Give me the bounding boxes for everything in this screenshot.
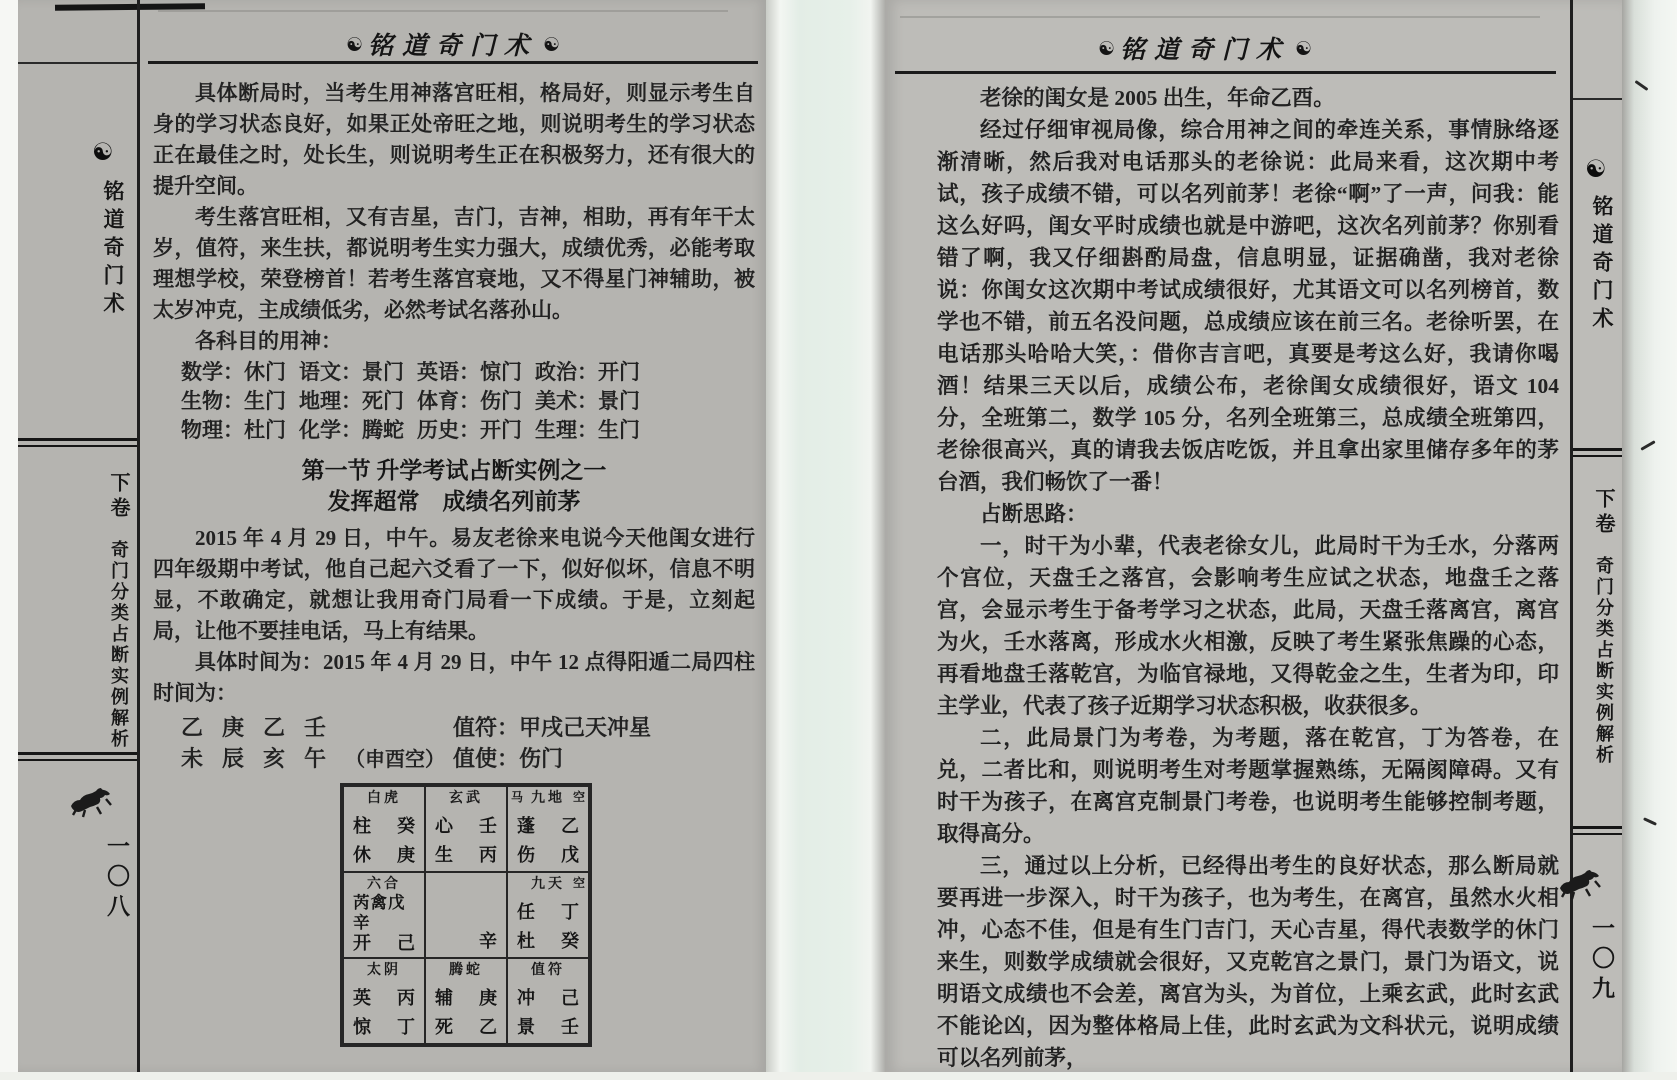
god-row [435,963,497,979]
star-row-char: 心 [435,816,453,836]
paragraph: 具体断局时，当考生用神落宫旺相，格局好，则显示考生自身的学习状态良好，如果正处帝旺之地，则说明考生的学习状态正在最佳之时，处长生，则说明考生正在积极努力，还有很大的提升空间。 [153,81,755,198]
door-row-char: 杜 [517,931,535,951]
star-row-char: 壬 [479,816,497,836]
zhishi-label: 值使：伤门 [453,746,564,771]
spine-divider [1573,448,1622,457]
spine-divider [18,438,137,447]
yinyang-icon: ☯ [1585,155,1607,183]
subject-usegod-table [153,358,755,445]
right-page-main [885,0,1570,1072]
star-row-char: 丁 [561,902,579,922]
paragraph: 2015 年 4 月 29 日，中午。易友老徐来电说今天他闺女进行四年级期中考试，他自己起六爻看了一下，似好似坏，信息不明显，不敢确定，就想让我用奇门局看一下成绩。于是，立刻起局，让他不要挂电话，马上有结果。 [153,526,755,643]
god-row [353,791,415,807]
spine-rule [18,62,137,64]
yinyang-icon: ☯ [543,34,561,56]
qimen-chart-grid [340,783,592,1047]
void-note: （申酉空） [345,749,446,771]
door-row-char: 乙 [479,1017,497,1037]
god-label: 太阴 [367,963,401,978]
star-row-char: 丙 [397,988,415,1008]
use-gods-label: 各科目的用神： [195,329,342,353]
spine-volume-subtitle: 奇门分类占断实例解析 [1594,556,1614,766]
earthly-branch: 亥 [263,746,286,771]
qimen-cell [343,872,425,958]
horse-icon [68,786,114,823]
star-row [435,816,497,836]
subject-usegod-pair: 数学：休门 [181,360,286,384]
star-row-char: 任 [517,902,535,922]
god-label: 白虎 [367,791,401,806]
star-row [517,816,579,836]
door-row [435,845,497,865]
heavenly-stem: 壬 [304,715,327,740]
section-title: 第一节 升学考试占断实例之一 [301,458,607,483]
qimen-cell [343,786,425,872]
subject-usegod-pair: 英语：惊门 [417,360,522,384]
spine-title: 铭道奇门术 [101,180,125,320]
qimen-cell [343,958,425,1044]
god-label: 玄武 [449,791,483,806]
god-label: 六合 [367,877,401,892]
spine-title: 铭道奇门术 [1590,195,1614,335]
star-row [353,988,415,1008]
branches-group [181,746,345,771]
paragraph: 占断思路： [980,502,1088,526]
subject-usegod-pair: 物理：杜门 [181,418,286,442]
door-row-char: 丁 [397,1017,415,1037]
subject-usegod-pair: 化学：腾蛇 [299,418,404,442]
star-row [435,988,497,1008]
qimen-cell [425,786,507,872]
stems-group [181,715,345,740]
door-row [353,933,415,953]
subject-row [181,416,755,445]
qimen-cell [507,786,589,872]
header-rule [148,61,758,64]
spine-divider [1573,826,1622,835]
subject-row [181,387,755,416]
god-row [511,790,585,807]
god-label: 值符 [531,963,565,978]
door-row-char: 壬 [561,1017,579,1037]
header-rule [895,71,1556,74]
running-header [905,30,1505,66]
paragraph: 考生落宫旺相，又有吉星，吉门，吉神，相助，再有年干太岁，值符，来生扶，都说明考生实力强大，成绩优秀，必能考取理想学校，荣登榜首！若考生落宫衰地，又不得星门神辅助，被太岁冲克，主成绩低劣，必然考试名落孙山。 [153,205,755,322]
star-row-char: 乙 [561,816,579,836]
subject-row [181,358,755,387]
subject-usegod-pair: 历史：开门 [417,418,522,442]
heavenly-stem: 庚 [222,715,245,740]
qimen-cell [425,958,507,1044]
running-header-title: 铭道奇门术 [1119,37,1290,64]
right-page-content [937,82,1559,1074]
star-row [517,988,579,1008]
earthly-branch: 午 [304,746,327,771]
subject-usegod-pair: 美术：景门 [535,389,640,413]
pillar-stems-row [181,712,755,743]
page-number: 一〇九 [1589,916,1614,1006]
void-marker: 空 [572,876,585,890]
spine-volume: 下卷 [1592,488,1614,538]
star-row [517,902,579,922]
door-row-char: 惊 [353,1017,371,1037]
left-page-main [140,0,766,1072]
subject-usegod-pair: 政治：开门 [535,360,640,384]
door-row-char: 戊 [561,845,579,865]
left-spine-sidebar [18,0,140,1072]
page-gutter [766,0,885,1080]
right-edge-strip [1622,0,1677,1080]
four-pillars [153,712,755,774]
door-row-char: 生 [435,845,453,865]
door-row-char: 开 [353,933,371,953]
god-row [353,877,415,893]
paragraph: 三，通过以上分析，已经得出考生的良好状态，那么断局就要再进一步深入，时干为孩子，也为考生，在离宫，虽然水火相冲，心态不佳，但是有生门吉门，天心吉星，得代表数学的休门来生，则数学成绩就会很好，又克乾宫之景门，景门为语文，说明语文成绩也不会差，离宫为头，为首位，上乘玄武，此时玄武不能论凶，因为整体格局上佳，此时玄武为文科状元，说明成绩可以名列前茅， [937,854,1559,1070]
spine-divider [18,752,137,761]
star-row-char: 冲 [517,988,535,1008]
god-label: 九天 [531,877,565,892]
heavenly-stem: 乙 [181,715,204,740]
right-page [885,0,1622,1072]
star-row [353,816,415,836]
yinyang-icon: ☯ [92,138,114,166]
left-page-content [153,78,755,1047]
paragraph: 二，此局景门为考卷，为考题，落在乾宫，丁为答卷，在兑，二者比和，则说明考生对考题掌握熟练，无隔阂障碍。又有时干为孩子，在离宫克制景门考卷，也说明考生能够控制考题，取得高分。 [937,726,1559,846]
star-row-char: 癸 [397,816,415,836]
yinyang-icon: ☯ [1295,38,1313,60]
section-subtitle: 发挥超常 成绩名列前茅 [327,489,581,514]
door-row-char: 死 [435,1017,453,1037]
god-row [353,963,415,979]
spine-volume-subtitle: 奇门分类占断实例解析 [109,540,129,750]
spine-rule [1573,98,1622,100]
door-row-char: 癸 [561,931,579,951]
star-row-char: 己 [561,988,579,1008]
page-number: 一〇八 [104,834,129,924]
yinyang-icon: ☯ [1097,38,1115,60]
subject-usegod-pair: 体育：伤门 [417,389,522,413]
running-header [140,26,766,62]
horse-icon [1557,868,1603,905]
center-stem: 辛 [479,931,497,951]
door-row-char: 景 [517,1017,535,1037]
qimen-cell [425,872,507,958]
door-row [517,1017,579,1037]
qimen-cell [507,872,589,958]
door-row [353,1017,415,1037]
star-row-char: 英 [353,988,371,1008]
star-row-char: 庚 [479,988,497,1008]
star-row: 芮禽戊辛 [353,893,406,932]
door-row [435,1017,497,1037]
running-header-title: 铭道奇门术 [367,33,538,60]
left-page [18,0,766,1072]
center-stem-row [435,931,497,951]
analysis-paragraphs [937,82,1559,1074]
left-edge-strip [0,0,18,1080]
door-row-char: 己 [397,933,415,953]
door-row-char: 庚 [397,845,415,865]
earthly-branch: 未 [181,746,204,771]
god-label: 九地 [531,791,565,806]
god-row [435,791,497,807]
door-row [517,845,579,865]
god-row [517,876,585,893]
heavenly-stem: 乙 [263,715,286,740]
star-row-char: 辅 [435,988,453,1008]
spine-volume: 下卷 [107,472,129,522]
god-label: 腾蛇 [449,963,483,978]
qimen-cell [507,958,589,1044]
subject-usegod-pair: 地理：死门 [299,389,404,413]
case-paragraphs [153,523,755,709]
subject-usegod-pair: 语文：景门 [299,360,404,384]
right-spine-sidebar [1570,0,1622,1072]
subject-usegod-pair: 生理：生门 [535,418,640,442]
door-row-char: 伤 [517,845,535,865]
door-row [353,845,415,865]
paragraph: 具体时间为：2015 年 4 月 29 日，中午 12 点得阳遁二局四柱时间为： [153,650,755,705]
paragraph: 经过仔细审视局像，综合用神之间的牵连关系，事情脉络逐渐清晰，然后我对电话那头的老徐说：此局来看，这次期中考试，孩子成绩不错，可以名列前茅！老徐“啊”了一声，问我：能这么好吗，闺女平时成绩也就是中游吧，这次名列前茅？你别看错了啊，我又仔细斟酌局盘，信息明显，证据确凿，我对老徐说：你闺女这次期中考试成绩很好，尤其语文可以名列榜首，数学也不错，前五名没问题，总成绩应该在前三名。老徐听罢，在电话那头哈哈大笑，：借你吉言吧，真要是考这么好，我请你喝酒！结果三天以后，成绩公布，老徐闺女成绩很好，语文 104 分，全班第二，数学 105 分，名列全班第三，总成绩全班第四，老徐很高兴，真的请我去饭店吃饭，并且拿出家里储存多年的茅台酒，我们畅饮了一番！ [937,118,1559,494]
zhifu-label: 值符：甲戌己天冲星 [453,715,652,740]
paragraph: 老徐的闺女是 2005 出生，年命乙酉。 [980,86,1335,110]
intro-paragraphs [153,78,755,326]
void-marker: 空 [572,790,585,804]
pillar-branches-row [181,743,755,774]
subject-usegod-pair: 生物：生门 [181,389,286,413]
star-row-char: 蓬 [517,816,535,836]
door-row-char: 休 [353,845,371,865]
yinyang-icon: ☯ [345,34,363,56]
door-row [517,931,579,951]
door-row-char: 丙 [479,845,497,865]
earthly-branch: 辰 [222,746,245,771]
horse-marker: 马 [511,790,524,804]
bottom-edge-strip [0,1072,1677,1080]
paragraph: 一，时干为小辈，代表老徐女儿，此局时干为壬水，分落两个宫位，天盘壬之落宫，会影响考生应试之状态，地盘壬之落宫，会显示考生于备考学习之状态，此局，天盘壬落离宫，离宫为火，壬水落离，形成水火相激，反映了考生紧张焦躁的心态，再看地盘壬落乾宫，为临官禄地，又得乾金之生，生者为印，印主学业，代表了孩子近期学习状态积极，收获很多。 [937,534,1559,718]
god-row [517,963,579,979]
star-row-char: 柱 [353,816,371,836]
